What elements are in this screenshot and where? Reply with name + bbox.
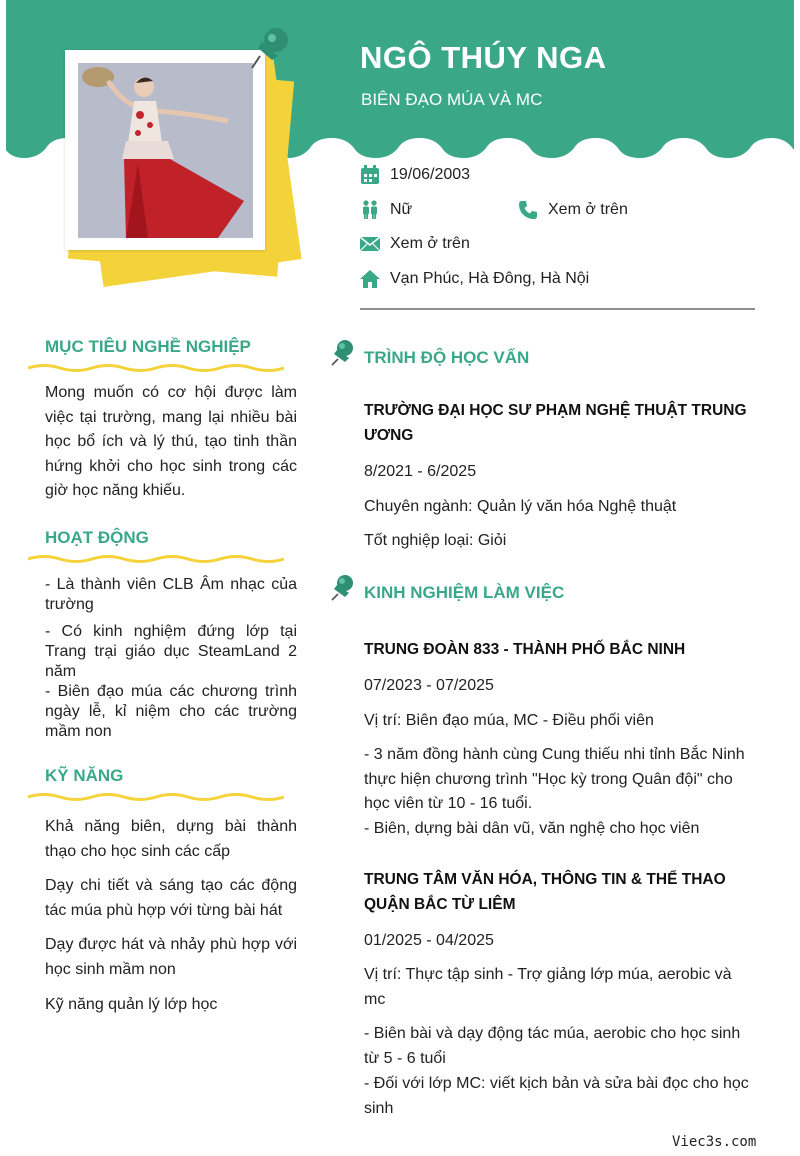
- home-icon: [360, 269, 380, 289]
- gender-row: [360, 200, 412, 220]
- email-row: [360, 234, 470, 254]
- email-value: Xem ở trên: [390, 235, 470, 252]
- education-pushpin-icon: [330, 338, 356, 366]
- education-heading: TRÌNH ĐỘ HỌC VẤN: [364, 348, 530, 367]
- people-icon: [360, 200, 380, 220]
- objective-text: Mong muốn có cơ hội được làm việc tại trường, mang lại nhiều bài học bổ ích và lý thú, tạo tinh thần hứng khởi cho học sinh trong các giờ học năng khiếu.: [45, 384, 297, 499]
- job-1-period: 07/2023 - 07/2025: [364, 677, 494, 694]
- activity-item-1: - Là thành viên CLB Âm nhạc của trường: [45, 576, 297, 613]
- skills-heading: KỸ NĂNG: [45, 766, 124, 785]
- address-value: Vạn Phúc, Hà Đông, Hà Nội: [390, 270, 590, 287]
- job-2-desc-1: - Biên bài và dạy động tác múa, aerobic cho học sinh từ 5 - 6 tuổi: [364, 1025, 741, 1067]
- phone-value: Xem ở trên: [548, 201, 628, 218]
- education-period: 8/2021 - 6/2025: [364, 463, 477, 480]
- phone-icon: [518, 200, 538, 220]
- experience-heading: KINH NGHIỆM LÀM VIỆC: [364, 583, 565, 602]
- birthday-value: 19/06/2003: [390, 166, 471, 183]
- phone-row: [518, 200, 628, 220]
- objective-underline: [28, 362, 284, 374]
- job-1-desc-2: - Biên, dựng bài dân vũ, văn nghệ cho học viên: [364, 820, 700, 837]
- envelope-icon: [360, 234, 380, 254]
- activities-heading: HOẠT ĐỘNG: [45, 528, 149, 547]
- skill-item-4: Kỹ năng quản lý lớp học: [45, 996, 218, 1013]
- skill-item-1: Khả năng biên, dựng bài thành thạo cho học sinh các cấp: [45, 818, 297, 860]
- gender-value: Nữ: [390, 201, 413, 218]
- activities-underline: [28, 553, 284, 565]
- avatar: [78, 63, 253, 238]
- contact-divider: [360, 308, 755, 310]
- watermark: Viec3s.com: [672, 1134, 757, 1150]
- candidate-title: BIÊN ĐẠO MÚA VÀ MC: [361, 90, 543, 109]
- education-major: Chuyên ngành: Quản lý văn hóa Nghệ thuật: [364, 498, 677, 515]
- pushpin-icon: [248, 24, 292, 72]
- job-2-period: 01/2025 - 04/2025: [364, 932, 494, 949]
- job-2-position: Vị trí: Thực tập sinh - Trợ giảng lớp múa, aerobic và mc: [364, 966, 732, 1008]
- skill-item-3: Dạy được hát và nhảy phù hợp với học sinh mầm non: [45, 936, 297, 978]
- candidate-name: NGÔ THÚY NGA: [360, 40, 607, 75]
- job-1-position: Vị trí: Biên đạo múa, MC - Điều phối viên: [364, 712, 654, 729]
- dancer-illustration: [78, 63, 253, 238]
- skills-underline: [28, 791, 284, 803]
- skill-item-2: Dạy chi tiết và sáng tạo các động tác múa phù hợp với từng bài hát: [45, 877, 297, 919]
- education-school: TRƯỜNG ĐẠI HỌC SƯ PHẠM NGHỆ THUẬT TRUNG ƯƠNG: [364, 402, 747, 444]
- activity-item-2: - Có kinh nghiệm đứng lớp tại Trang trại giáo dục SteamLand 2 năm: [45, 623, 297, 680]
- birthday-row: [360, 165, 470, 185]
- calendar-icon: [360, 165, 380, 185]
- activity-item-3: - Biên đạo múa các chương trình ngày lễ, kỉ niệm cho các trường mầm non: [45, 683, 297, 740]
- education-grade: Tốt nghiệp loại: Giỏi: [364, 532, 507, 549]
- address-row: [360, 269, 589, 289]
- experience-pushpin-icon: [330, 573, 356, 601]
- objective-heading: MỤC TIÊU NGHỀ NGHIỆP: [45, 337, 251, 356]
- job-2-desc-2: - Đối với lớp MC: viết kịch bản và sửa bài đọc cho học sinh: [364, 1075, 749, 1117]
- job-1-desc-1: - 3 năm đồng hành cùng Cung thiếu nhi tỉnh Bắc Ninh thực hiện chương trình "Học kỳ trong Quân đội" cho học viên từ 10 - 16 tuổi.: [364, 746, 745, 812]
- job-2-org: TRUNG TÂM VĂN HÓA, THÔNG TIN & THỂ THAO QUẬN BẮC TỪ LIÊM: [364, 871, 726, 913]
- photo-frame: [65, 50, 265, 250]
- job-1-org: TRUNG ĐOÀN 833 - THÀNH PHỐ BẮC NINH: [364, 641, 686, 658]
